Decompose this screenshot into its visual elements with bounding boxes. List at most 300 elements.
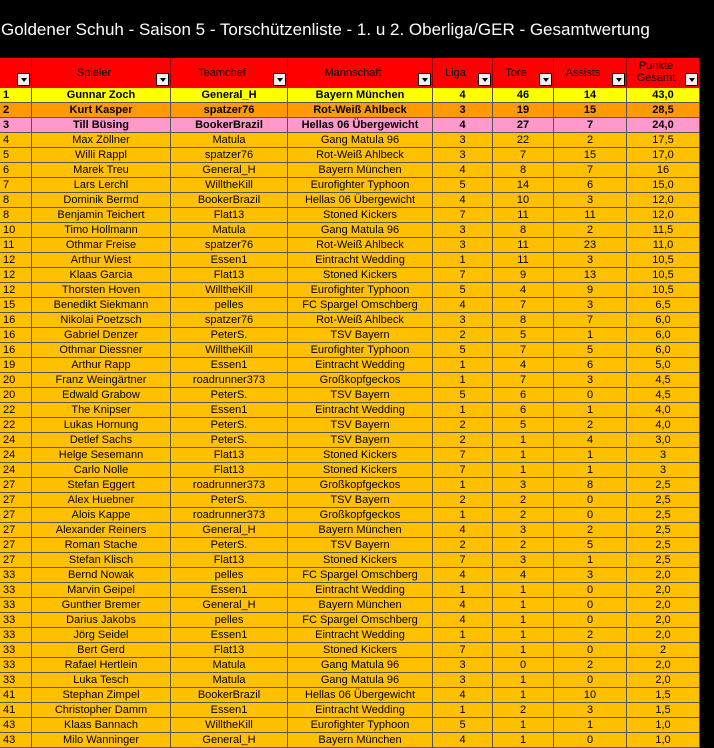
cell-points[interactable]: 5,0	[627, 358, 700, 373]
cell-assists[interactable]: 23	[554, 238, 627, 253]
table-row[interactable]	[0, 463, 714, 478]
table-row[interactable]	[0, 643, 714, 658]
cell-rank[interactable]: 1	[0, 88, 32, 103]
cell-teamchef[interactable]: WilltheKill	[171, 718, 288, 733]
cell-player[interactable]: Klaas Bannach	[32, 718, 171, 733]
cell-league[interactable]: 4	[433, 598, 493, 613]
cell-league[interactable]: 2	[433, 418, 493, 433]
cell-league[interactable]: 2	[433, 538, 493, 553]
cell-player[interactable]: Milo Wanninger	[32, 733, 171, 748]
cell-teamchef[interactable]: WilltheKill	[171, 343, 288, 358]
cell-league[interactable]: 3	[433, 673, 493, 688]
cell-league[interactable]: 1	[433, 508, 493, 523]
cell-assists[interactable]: 3	[554, 568, 627, 583]
cell-assists[interactable]: 15	[554, 103, 627, 118]
cell-rank[interactable]: 27	[0, 478, 32, 493]
cell-rank[interactable]: 22	[0, 403, 32, 418]
cell-team[interactable]: Großkopfgeckos	[288, 478, 433, 493]
cell-league[interactable]: 4	[433, 298, 493, 313]
cell-points[interactable]: 24,0	[627, 118, 700, 133]
cell-player[interactable]: Benjamin Teichert	[32, 208, 171, 223]
cell-goals[interactable]: 2	[493, 538, 554, 553]
cell-league[interactable]: 1	[433, 703, 493, 718]
cell-rank[interactable]: 16	[0, 343, 32, 358]
cell-rank[interactable]: 33	[0, 568, 32, 583]
cell-team[interactable]: TSV Bayern	[288, 538, 433, 553]
cell-teamchef[interactable]: roadrunner373	[171, 373, 288, 388]
cell-league[interactable]: 5	[433, 283, 493, 298]
cell-player[interactable]: Franz Weingärtner	[32, 373, 171, 388]
cell-goals[interactable]: 7	[493, 148, 554, 163]
cell-goals[interactable]: 1	[493, 718, 554, 733]
cell-points[interactable]: 2,5	[627, 493, 700, 508]
cell-goals[interactable]: 8	[493, 223, 554, 238]
cell-team[interactable]: Hellas 06 Übergewicht	[288, 688, 433, 703]
filter-dropdown-icon[interactable]	[418, 73, 431, 86]
cell-league[interactable]: 7	[433, 463, 493, 478]
cell-team[interactable]: Stoned Kickers	[288, 208, 433, 223]
cell-points[interactable]: 43,0	[627, 88, 700, 103]
cell-points[interactable]: 2,0	[627, 598, 700, 613]
cell-rank[interactable]: 19	[0, 358, 32, 373]
cell-player[interactable]: Klaas Garcia	[32, 268, 171, 283]
cell-league[interactable]: 3	[433, 133, 493, 148]
cell-league[interactable]: 1	[433, 403, 493, 418]
table-row[interactable]	[0, 268, 714, 283]
table-row[interactable]	[0, 493, 714, 508]
cell-assists[interactable]: 1	[554, 328, 627, 343]
cell-assists[interactable]: 1	[554, 718, 627, 733]
cell-player[interactable]: Othmar Freise	[32, 238, 171, 253]
cell-team[interactable]: Rot-Weiß Ahlbeck	[288, 238, 433, 253]
cell-points[interactable]: 17,0	[627, 148, 700, 163]
cell-assists[interactable]: 1	[554, 448, 627, 463]
cell-team[interactable]: Stoned Kickers	[288, 643, 433, 658]
cell-rank[interactable]: 2	[0, 103, 32, 118]
cell-assists[interactable]: 2	[554, 658, 627, 673]
cell-rank[interactable]: 12	[0, 253, 32, 268]
cell-goals[interactable]: 1	[493, 628, 554, 643]
cell-points[interactable]: 3,0	[627, 433, 700, 448]
cell-points[interactable]: 2,0	[627, 658, 700, 673]
cell-goals[interactable]: 27	[493, 118, 554, 133]
cell-points[interactable]: 2,5	[627, 553, 700, 568]
cell-assists[interactable]: 0	[554, 733, 627, 748]
table-row[interactable]	[0, 418, 714, 433]
cell-goals[interactable]: 1	[493, 613, 554, 628]
cell-points[interactable]: 2,0	[627, 628, 700, 643]
cell-goals[interactable]: 6	[493, 403, 554, 418]
table-row[interactable]	[0, 703, 714, 718]
cell-rank[interactable]: 6	[0, 163, 32, 178]
cell-team[interactable]: Eintracht Wedding	[288, 628, 433, 643]
cell-league[interactable]: 4	[433, 193, 493, 208]
cell-assists[interactable]: 5	[554, 343, 627, 358]
filter-dropdown-icon[interactable]	[156, 73, 169, 86]
cell-goals[interactable]: 3	[493, 478, 554, 493]
cell-teamchef[interactable]: pelles	[171, 613, 288, 628]
cell-league[interactable]: 5	[433, 718, 493, 733]
filter-dropdown-icon[interactable]	[273, 73, 286, 86]
table-row[interactable]	[0, 448, 714, 463]
cell-team[interactable]: Eintracht Wedding	[288, 703, 433, 718]
cell-goals[interactable]: 19	[493, 103, 554, 118]
cell-player[interactable]: Christopher Damm	[32, 703, 171, 718]
cell-rank[interactable]: 33	[0, 583, 32, 598]
cell-goals[interactable]: 2	[493, 703, 554, 718]
cell-assists[interactable]: 7	[554, 118, 627, 133]
cell-team[interactable]: TSV Bayern	[288, 388, 433, 403]
cell-assists[interactable]: 0	[554, 583, 627, 598]
cell-player[interactable]: Stefan Eggert	[32, 478, 171, 493]
cell-league[interactable]: 4	[433, 733, 493, 748]
cell-team[interactable]: TSV Bayern	[288, 418, 433, 433]
cell-team[interactable]: Gang Matula 96	[288, 223, 433, 238]
table-row[interactable]	[0, 343, 714, 358]
cell-assists[interactable]: 15	[554, 148, 627, 163]
table-row[interactable]	[0, 598, 714, 613]
cell-points[interactable]: 1,0	[627, 733, 700, 748]
table-row[interactable]	[0, 208, 714, 223]
filter-dropdown-icon[interactable]	[612, 73, 625, 86]
cell-player[interactable]: Bernd Nowak	[32, 568, 171, 583]
cell-rank[interactable]: 41	[0, 703, 32, 718]
cell-teamchef[interactable]: PeterS.	[171, 328, 288, 343]
table-row[interactable]	[0, 388, 714, 403]
cell-teamchef[interactable]: PeterS.	[171, 388, 288, 403]
cell-teamchef[interactable]: Essen1	[171, 703, 288, 718]
cell-team[interactable]: Großkopfgeckos	[288, 508, 433, 523]
cell-player[interactable]: Alexander Reiners	[32, 523, 171, 538]
cell-player[interactable]: Othmar Diessner	[32, 343, 171, 358]
cell-goals[interactable]: 9	[493, 268, 554, 283]
cell-player[interactable]: Edwald Grabow	[32, 388, 171, 403]
cell-assists[interactable]: 3	[554, 193, 627, 208]
cell-goals[interactable]: 22	[493, 133, 554, 148]
cell-player[interactable]: Till Büsing	[32, 118, 171, 133]
cell-teamchef[interactable]: General_H	[171, 598, 288, 613]
table-row[interactable]	[0, 508, 714, 523]
table-row[interactable]	[0, 193, 714, 208]
cell-assists[interactable]: 1	[554, 403, 627, 418]
cell-teamchef[interactable]: Flat13	[171, 448, 288, 463]
cell-player[interactable]: Willi Rappl	[32, 148, 171, 163]
cell-points[interactable]: 4,0	[627, 403, 700, 418]
cell-teamchef[interactable]: Matula	[171, 223, 288, 238]
cell-rank[interactable]: 22	[0, 418, 32, 433]
cell-assists[interactable]: 5	[554, 538, 627, 553]
cell-player[interactable]: Roman Stache	[32, 538, 171, 553]
cell-points[interactable]: 1,0	[627, 718, 700, 733]
cell-assists[interactable]: 0	[554, 388, 627, 403]
cell-assists[interactable]: 3	[554, 373, 627, 388]
cell-rank[interactable]: 15	[0, 298, 32, 313]
cell-teamchef[interactable]: Matula	[171, 133, 288, 148]
cell-player[interactable]: Bert Gerd	[32, 643, 171, 658]
cell-league[interactable]: 7	[433, 268, 493, 283]
table-row[interactable]	[0, 178, 714, 193]
cell-teamchef[interactable]: Flat13	[171, 208, 288, 223]
cell-goals[interactable]: 0	[493, 658, 554, 673]
cell-team[interactable]: Eurofighter Typhoon	[288, 283, 433, 298]
cell-assists[interactable]: 1	[554, 463, 627, 478]
cell-player[interactable]: Marek Treu	[32, 163, 171, 178]
cell-goals[interactable]: 1	[493, 463, 554, 478]
cell-rank[interactable]: 20	[0, 373, 32, 388]
cell-teamchef[interactable]: Essen1	[171, 358, 288, 373]
cell-points[interactable]: 11,5	[627, 223, 700, 238]
cell-points[interactable]: 10,5	[627, 253, 700, 268]
cell-goals[interactable]: 7	[493, 343, 554, 358]
table-row[interactable]	[0, 718, 714, 733]
cell-league[interactable]: 5	[433, 388, 493, 403]
cell-points[interactable]: 4,5	[627, 373, 700, 388]
cell-teamchef[interactable]: spatzer76	[171, 103, 288, 118]
cell-team[interactable]: TSV Bayern	[288, 433, 433, 448]
cell-teamchef[interactable]: BookerBrazil	[171, 688, 288, 703]
cell-assists[interactable]: 0	[554, 643, 627, 658]
cell-rank[interactable]: 20	[0, 388, 32, 403]
cell-league[interactable]: 4	[433, 88, 493, 103]
filter-dropdown-icon[interactable]	[17, 73, 30, 86]
cell-team[interactable]: Stoned Kickers	[288, 268, 433, 283]
cell-player[interactable]: Arthur Rapp	[32, 358, 171, 373]
cell-rank[interactable]: 27	[0, 538, 32, 553]
table-row[interactable]	[0, 403, 714, 418]
cell-points[interactable]: 11,0	[627, 238, 700, 253]
table-row[interactable]	[0, 568, 714, 583]
cell-teamchef[interactable]: Flat13	[171, 553, 288, 568]
cell-points[interactable]: 1,5	[627, 688, 700, 703]
cell-teamchef[interactable]: Flat13	[171, 463, 288, 478]
cell-teamchef[interactable]: WilltheKill	[171, 283, 288, 298]
cell-assists[interactable]: 3	[554, 298, 627, 313]
table-row[interactable]	[0, 358, 714, 373]
cell-goals[interactable]: 1	[493, 583, 554, 598]
cell-player[interactable]: Dominik Bermd	[32, 193, 171, 208]
cell-points[interactable]: 2,0	[627, 583, 700, 598]
table-row[interactable]	[0, 253, 714, 268]
cell-league[interactable]: 5	[433, 343, 493, 358]
cell-player[interactable]: Stefan Klisch	[32, 553, 171, 568]
cell-player[interactable]: Alois Kappe	[32, 508, 171, 523]
cell-team[interactable]: Bayern München	[288, 88, 433, 103]
cell-teamchef[interactable]: roadrunner373	[171, 478, 288, 493]
cell-goals[interactable]: 10	[493, 193, 554, 208]
cell-assists[interactable]: 13	[554, 268, 627, 283]
cell-points[interactable]: 2,5	[627, 508, 700, 523]
cell-league[interactable]: 4	[433, 688, 493, 703]
cell-goals[interactable]: 1	[493, 733, 554, 748]
cell-teamchef[interactable]: General_H	[171, 733, 288, 748]
cell-goals[interactable]: 7	[493, 373, 554, 388]
cell-goals[interactable]: 11	[493, 238, 554, 253]
cell-assists[interactable]: 3	[554, 703, 627, 718]
cell-teamchef[interactable]: PeterS.	[171, 433, 288, 448]
cell-goals[interactable]: 4	[493, 283, 554, 298]
cell-rank[interactable]: 7	[0, 178, 32, 193]
table-row[interactable]	[0, 103, 714, 118]
cell-league[interactable]: 1	[433, 358, 493, 373]
cell-assists[interactable]: 8	[554, 478, 627, 493]
cell-assists[interactable]: 11	[554, 208, 627, 223]
cell-points[interactable]: 1,5	[627, 703, 700, 718]
cell-goals[interactable]: 11	[493, 208, 554, 223]
cell-league[interactable]: 4	[433, 118, 493, 133]
cell-assists[interactable]: 6	[554, 178, 627, 193]
cell-league[interactable]: 1	[433, 478, 493, 493]
cell-teamchef[interactable]: PeterS.	[171, 538, 288, 553]
table-row[interactable]	[0, 583, 714, 598]
cell-goals[interactable]: 1	[493, 688, 554, 703]
cell-points[interactable]: 2,0	[627, 568, 700, 583]
cell-rank[interactable]: 27	[0, 553, 32, 568]
cell-goals[interactable]: 1	[493, 643, 554, 658]
cell-player[interactable]: Alex Huebner	[32, 493, 171, 508]
cell-teamchef[interactable]: spatzer76	[171, 148, 288, 163]
cell-assists[interactable]: 0	[554, 493, 627, 508]
cell-assists[interactable]: 4	[554, 433, 627, 448]
cell-teamchef[interactable]: General_H	[171, 523, 288, 538]
table-row[interactable]	[0, 478, 714, 493]
cell-league[interactable]: 1	[433, 628, 493, 643]
table-row[interactable]	[0, 658, 714, 673]
cell-rank[interactable]: 33	[0, 598, 32, 613]
cell-rank[interactable]: 12	[0, 283, 32, 298]
cell-rank[interactable]: 27	[0, 523, 32, 538]
cell-teamchef[interactable]: Essen1	[171, 583, 288, 598]
cell-points[interactable]: 3	[627, 463, 700, 478]
cell-teamchef[interactable]: BookerBrazil	[171, 118, 288, 133]
cell-assists[interactable]: 14	[554, 88, 627, 103]
table-row[interactable]	[0, 733, 714, 748]
cell-assists[interactable]: 10	[554, 688, 627, 703]
cell-points[interactable]: 17,5	[627, 133, 700, 148]
cell-rank[interactable]: 33	[0, 613, 32, 628]
cell-assists[interactable]: 9	[554, 283, 627, 298]
cell-team[interactable]: Bayern München	[288, 598, 433, 613]
table-row[interactable]	[0, 553, 714, 568]
cell-player[interactable]: Max Zöllner	[32, 133, 171, 148]
cell-goals[interactable]: 4	[493, 358, 554, 373]
cell-teamchef[interactable]: Essen1	[171, 253, 288, 268]
cell-assists[interactable]: 2	[554, 418, 627, 433]
cell-goals[interactable]: 1	[493, 448, 554, 463]
cell-rank[interactable]: 27	[0, 508, 32, 523]
cell-points[interactable]: 3	[627, 448, 700, 463]
cell-goals[interactable]: 1	[493, 433, 554, 448]
cell-league[interactable]: 2	[433, 433, 493, 448]
table-row[interactable]	[0, 523, 714, 538]
table-row[interactable]	[0, 133, 714, 148]
cell-rank[interactable]: 3	[0, 118, 32, 133]
table-row[interactable]	[0, 313, 714, 328]
table-row[interactable]	[0, 88, 714, 103]
cell-teamchef[interactable]: roadrunner373	[171, 508, 288, 523]
cell-teamchef[interactable]: PeterS.	[171, 418, 288, 433]
cell-teamchef[interactable]: General_H	[171, 163, 288, 178]
cell-assists[interactable]: 0	[554, 508, 627, 523]
cell-league[interactable]: 2	[433, 328, 493, 343]
table-row[interactable]	[0, 238, 714, 253]
cell-teamchef[interactable]: Flat13	[171, 643, 288, 658]
cell-points[interactable]: 28,5	[627, 103, 700, 118]
cell-league[interactable]: 3	[433, 658, 493, 673]
cell-goals[interactable]: 46	[493, 88, 554, 103]
cell-league[interactable]: 7	[433, 208, 493, 223]
cell-team[interactable]: Rot-Weiß Ahlbeck	[288, 313, 433, 328]
cell-points[interactable]: 6,0	[627, 343, 700, 358]
cell-team[interactable]: Gang Matula 96	[288, 673, 433, 688]
cell-team[interactable]: Großkopfgeckos	[288, 373, 433, 388]
cell-rank[interactable]: 11	[0, 238, 32, 253]
cell-rank[interactable]: 33	[0, 643, 32, 658]
cell-points[interactable]: 4,5	[627, 388, 700, 403]
cell-teamchef[interactable]: pelles	[171, 298, 288, 313]
cell-player[interactable]: Gunnar Zoch	[32, 88, 171, 103]
cell-points[interactable]: 2	[627, 643, 700, 658]
cell-league[interactable]: 3	[433, 103, 493, 118]
cell-team[interactable]: Stoned Kickers	[288, 553, 433, 568]
cell-team[interactable]: Stoned Kickers	[288, 463, 433, 478]
cell-team[interactable]: FC Spargel Omschberg	[288, 568, 433, 583]
cell-team[interactable]: Gang Matula 96	[288, 658, 433, 673]
cell-player[interactable]: Timo Hollmann	[32, 223, 171, 238]
cell-player[interactable]: Nikolai Poetzsch	[32, 313, 171, 328]
cell-points[interactable]: 4,0	[627, 418, 700, 433]
cell-team[interactable]: Gang Matula 96	[288, 133, 433, 148]
table-row[interactable]	[0, 283, 714, 298]
cell-rank[interactable]: 41	[0, 688, 32, 703]
cell-player[interactable]: Carlo Nolle	[32, 463, 171, 478]
table-row[interactable]	[0, 628, 714, 643]
cell-player[interactable]: Gunther Bremer	[32, 598, 171, 613]
cell-points[interactable]: 2,5	[627, 478, 700, 493]
cell-goals[interactable]: 2	[493, 493, 554, 508]
table-row[interactable]	[0, 163, 714, 178]
cell-teamchef[interactable]: PeterS.	[171, 493, 288, 508]
cell-league[interactable]: 4	[433, 163, 493, 178]
cell-team[interactable]: Bayern München	[288, 163, 433, 178]
cell-teamchef[interactable]: spatzer76	[171, 313, 288, 328]
cell-rank[interactable]: 8	[0, 193, 32, 208]
cell-league[interactable]: 1	[433, 253, 493, 268]
cell-rank[interactable]: 24	[0, 433, 32, 448]
cell-assists[interactable]: 0	[554, 613, 627, 628]
cell-points[interactable]: 2,5	[627, 523, 700, 538]
cell-rank[interactable]: 10	[0, 223, 32, 238]
cell-goals[interactable]: 1	[493, 598, 554, 613]
cell-goals[interactable]: 11	[493, 253, 554, 268]
cell-points[interactable]: 6,0	[627, 313, 700, 328]
cell-assists[interactable]: 0	[554, 598, 627, 613]
cell-goals[interactable]: 14	[493, 178, 554, 193]
cell-player[interactable]: Thorsten Hoven	[32, 283, 171, 298]
cell-rank[interactable]: 4	[0, 133, 32, 148]
cell-league[interactable]: 3	[433, 223, 493, 238]
cell-teamchef[interactable]: Flat13	[171, 268, 288, 283]
cell-rank[interactable]: 8	[0, 208, 32, 223]
cell-team[interactable]: TSV Bayern	[288, 493, 433, 508]
cell-player[interactable]: Lars Lerchl	[32, 178, 171, 193]
cell-goals[interactable]: 1	[493, 673, 554, 688]
filter-dropdown-icon[interactable]	[539, 73, 552, 86]
cell-rank[interactable]: 12	[0, 268, 32, 283]
cell-goals[interactable]: 3	[493, 523, 554, 538]
table-row[interactable]	[0, 673, 714, 688]
cell-player[interactable]: Luka Tesch	[32, 673, 171, 688]
cell-points[interactable]: 15,0	[627, 178, 700, 193]
